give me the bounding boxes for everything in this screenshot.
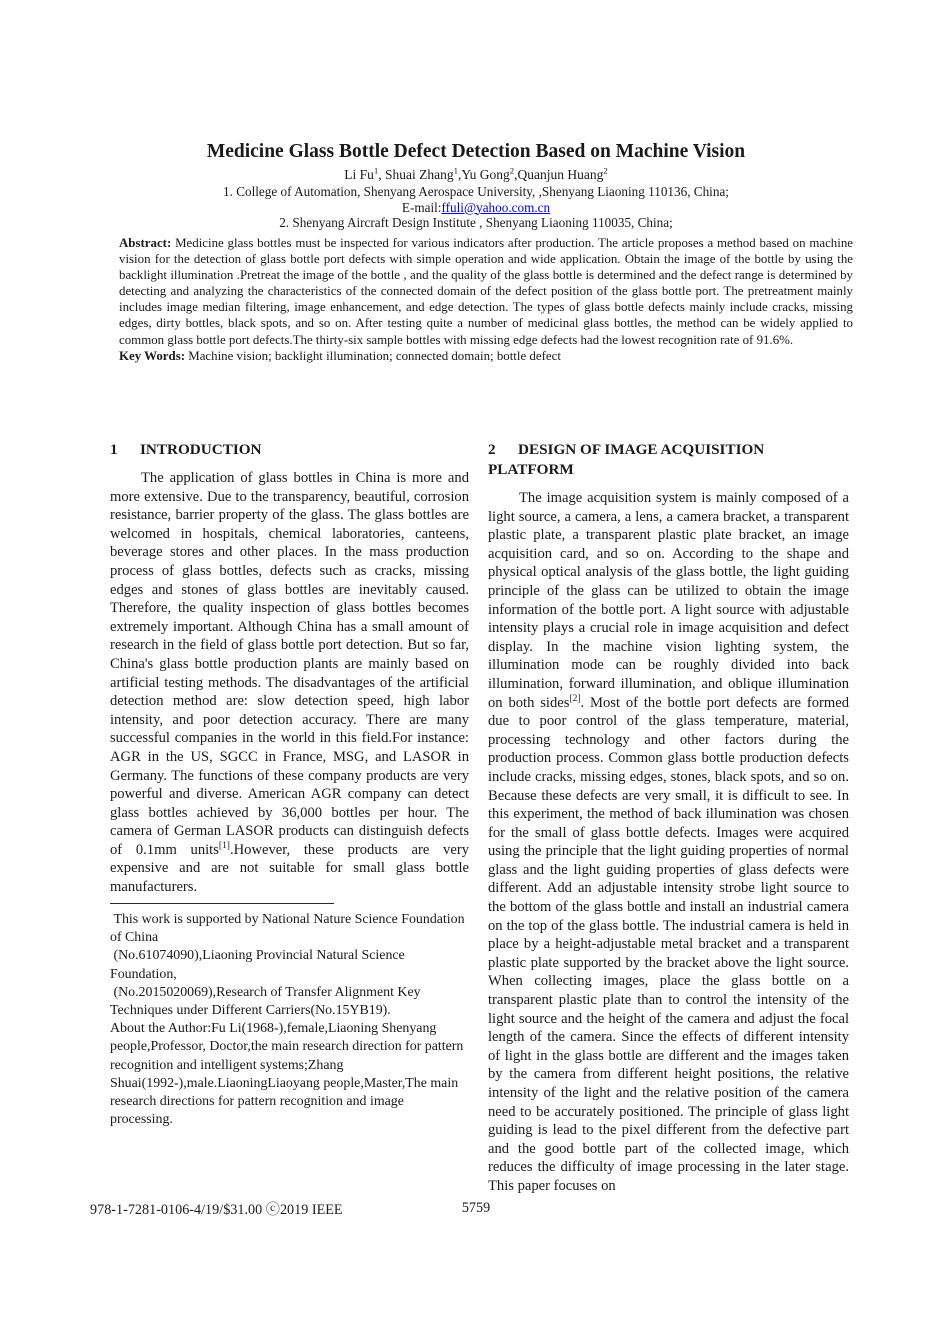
- keywords-label: Key Words:: [119, 348, 186, 363]
- keywords-text: Machine vision; backlight illumination; connected domain; bottle defect: [185, 348, 561, 363]
- affiliation-2: 2. Shenyang Aircraft Design Institute , Shenyang Liaoning 110035, China;: [279, 215, 673, 231]
- email-label: E-mail:: [401, 199, 442, 215]
- abstract-label: Abstract:: [119, 236, 172, 250]
- abstract-paragraph: [119, 235, 853, 348]
- abstract-text: Medicine glass bottles must be inspected for various indicators after production. The article proposes a method based on machine vision for the detection of glass bottle port defects with simple operation and wide application. Obtain the image of the bottle by using the backlight illumination .Pretreat the image of the bottle , and the quality of the glass bottle is determined and the defect range is determined by detecting and analyzing the characteristics of the connected domain of the defect position of the glass bottle port. The pretreatment mainly includes image median filtering, image enhancement, and edge detection. The types of glass bottle defects mainly include cracks, missing edges, dirty bottles, black spots, and so on. After testing quite a number of medicinal glass bottles, the method can be widely applied to common glass bottle port defects.The thirty-six sample bottles with missing edge defects had the lowest recognition rate of 91.6%.: [119, 236, 853, 347]
- section-heading-introduction: [110, 440, 469, 460]
- keywords-paragraph: [119, 348, 853, 364]
- design-paragraph: The image acquisition system is mainly composed of a light source, a camera, a lens, a camera bracket, a transparent plastic plate, a transparent plastic plate bracket, an image acquisition card, and so on. According to the shape and physical optical analysis of the glass bottle, the light guiding principle of the glass can be utilized to obtain the image information of the bottle port. A light source with adjustable intensity plays a crucial role in image acquisition and defect display. In the machine vision lighting system, the illumination mode can be roughly divided into back illumination, forward illumination, and oblique illumination on both sides[2]. Most of the bottle port defects are formed due to poor control of the glass temperature, material, processing technology and other factors during the production process. Common glass bottle production defects include cracks, missing edges, stones, black spots, and so on. Because these defects are very small, it is difficult to see. In this experiment, the method of back illumination was chosen for the small of glass bottle defects. Images were acquired using the principle that the light guiding properties of normal glass and the light guiding properties of glass defects were different. Add an adjustable intensity strobe light source to the bottom of the glass bottle and install an industrial camera on the top of the glass bottle. The industrial camera is held in place by a height-adjustable metal bracket and a transparent plastic plate supported by the bracket above the light source. When collecting images, place the glass bottle on a transparent plastic plate than to control the intensity of the light source and the height of the camera and adjust the focal length of the camera. Since the effects of different intensity of light in the glass bottle are different and the images taken by the camera from different height positions, the relative intensity of the light and the relative position of the camera need to be accurately positioned. The principle of glass light guiding is lead to the pixel different from the defective part and the good bottle part of the collected image, which reduces the difficulty of image processing in the later stage. This paper focuses on: [488, 490, 849, 1194]
- authors-line: Li Fu$^1$, Shuai Zhang$^1$,Yu Gong$^2$,Quanjun Huang$^2$: [344, 165, 608, 182]
- right-column: [488, 440, 849, 1196]
- footnote-block: [110, 903, 469, 1129]
- footnote-funding-3: (No.2015020069),Research of Transfer Alignment Key Techniques under Different Carriers(No.15YB19).: [110, 984, 424, 1019]
- email-line: [0, 200, 952, 216]
- email-link[interactable]: ffuli@yahoo.com.cn: [441, 199, 551, 215]
- footer-copyright: 978-1-7281-0106-4/19/$31.00 ⓒ2019 IEEE: [90, 1202, 343, 1218]
- section-title: INTRODUCTION: [140, 441, 262, 458]
- footnote-funding-2: (No.61074090),Liaoning Provincial Natural Science Foundation,: [110, 948, 409, 982]
- paper-header: [0, 140, 952, 231]
- section-number: 2: [488, 441, 496, 458]
- section-title: DESIGN OF IMAGE ACQUISITION PLATFORM: [488, 441, 765, 478]
- footnote-separator-rule: [110, 903, 334, 904]
- paper-title: Medicine Glass Bottle Defect Detection Based on Machine Vision: [206, 141, 746, 162]
- abstract-block: [119, 235, 853, 364]
- section-number: 1: [110, 441, 118, 458]
- page-number: 5759: [461, 1200, 491, 1216]
- left-column: [110, 440, 469, 897]
- footnote-funding-1: This work is supported by National Nature Science Foundation of China: [110, 912, 469, 946]
- affiliation-1: 1. College of Automation, Shenyang Aerospace University, ,Shenyang Liaoning 110136, China;: [223, 184, 729, 199]
- introduction-paragraph: The application of glass bottles in China is more and more extensive. Due to the transparency, beautiful, corrosion resistance, barrier property of the glass. The glass bottles are welcomed in hospitals, chemical laboratories, canteens, beverage stores and other places. In the mass production process of glass bottles, defects such as cracks, missing edges and stones of glass bottles are inevitably caused. Therefore, the quality inspection of glass bottles becomes extremely important. Although China has a small amount of research in the field of glass bottle port detection. But so far, China's glass bottle production plants are mainly based on artificial testing methods. The disadvantages of the artificial detection method are: slow detection speed, high labor intensity, and poor detection accuracy. There are many successful companies in the world in this field.For instance: AGR in the US, SGCC in France, MSG, and LASOR in Germany. The functions of these company products are very powerful and diverse. American AGR company can detect glass bottles achieved by 36,000 bottles per hour. The camera of German LASOR products can distinguish defects of 0.1mm units[1].However, these products are very expensive and are not suitable for small glass bottle manufacturers.: [110, 470, 469, 896]
- section-heading-design: [488, 440, 849, 480]
- footnote-about-author: About the Author:Fu Li(1968-),female,Liaoning Shenyang people,Professor, Doctor,the main research direction for pattern recognition and intelligent systems;Zhang Shuai(1992-),male.LiaoningLiaoyang people,Master,The main research directions for pattern recognition and image processing.: [110, 1021, 467, 1128]
